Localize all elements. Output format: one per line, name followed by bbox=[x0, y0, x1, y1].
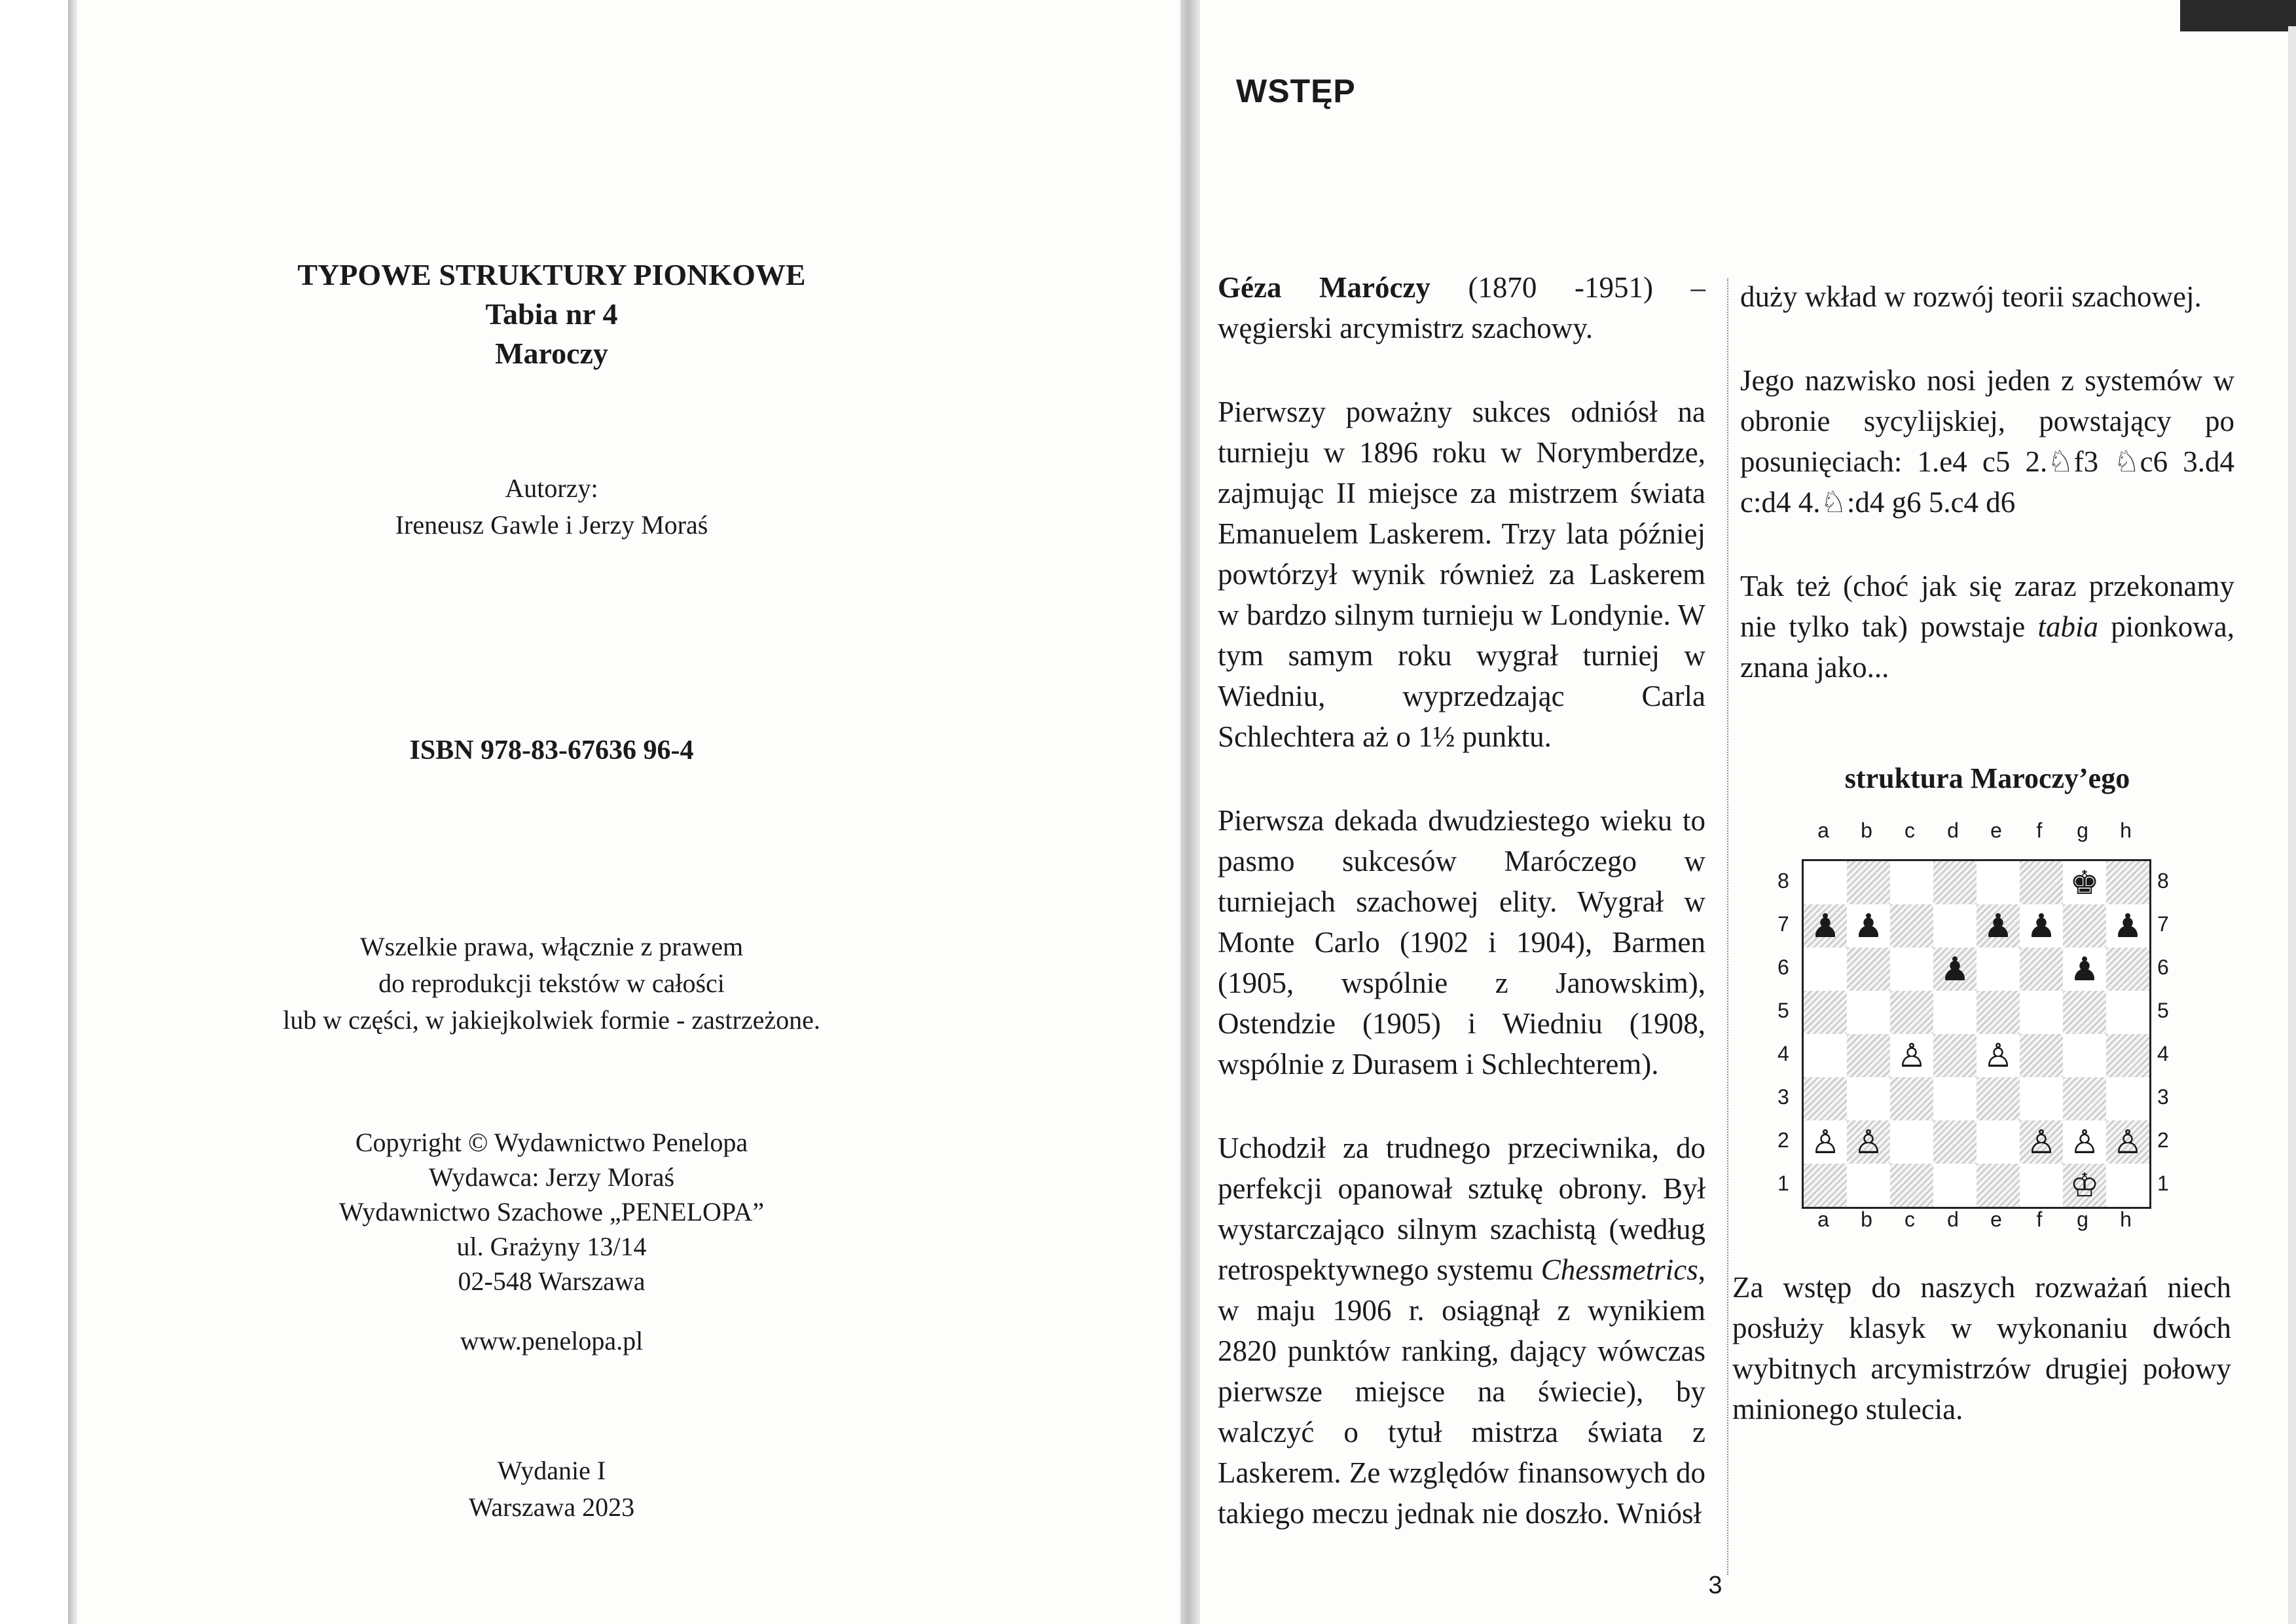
square-e8 bbox=[1977, 861, 2020, 904]
square-a3 bbox=[1804, 1077, 1847, 1120]
rank-label: 4 bbox=[1777, 1041, 1789, 1065]
square-b6 bbox=[1847, 948, 1890, 991]
file-label: e bbox=[1990, 1208, 2002, 1231]
italic-term: tabia bbox=[2037, 610, 2098, 643]
file-label: h bbox=[2120, 1208, 2132, 1231]
paragraph-text: Tak też (choć jak się zaraz przekonamy nie tylko tak) powstaje bbox=[1740, 570, 2234, 643]
edition-line: Wydanie I bbox=[497, 1456, 606, 1485]
square-e3 bbox=[1977, 1077, 2020, 1120]
square-g3 bbox=[2063, 1077, 2106, 1120]
file-label: d bbox=[1947, 1208, 1959, 1231]
file-label: f bbox=[2036, 819, 2043, 842]
book-gutter bbox=[1180, 0, 1200, 1624]
square-e6 bbox=[1977, 948, 2020, 991]
chess-piece: ♙ bbox=[1897, 1037, 1927, 1075]
square-h8 bbox=[2106, 861, 2149, 904]
title-line: TYPOWE STRUKTURY PIONKOWE bbox=[297, 258, 806, 291]
square-d1 bbox=[1933, 1164, 1977, 1207]
paragraph bbox=[1740, 566, 2234, 688]
square-e7 bbox=[1977, 904, 2020, 948]
square-h3 bbox=[2106, 1077, 2149, 1120]
square-b8 bbox=[1847, 861, 1890, 904]
file-label: g bbox=[2077, 1208, 2088, 1231]
square-f6 bbox=[2020, 948, 2063, 991]
title-line: Maroczy bbox=[495, 337, 608, 370]
square-f8 bbox=[2020, 861, 2063, 904]
authors-block bbox=[0, 470, 1103, 544]
rights-notice bbox=[0, 929, 1103, 1039]
square-b2 bbox=[1847, 1120, 1890, 1164]
rank-labels-left bbox=[1777, 859, 1789, 1205]
scan-edge-right bbox=[2288, 26, 2296, 1624]
square-d2 bbox=[1933, 1120, 1977, 1164]
player-name: Géza Maróczy bbox=[1218, 271, 1430, 304]
paragraph-text: (1870 -1951) – węgierski arcymistrz szachowy. bbox=[1218, 271, 1705, 344]
rights-line: Wszelkie prawa, włącznie z prawem bbox=[359, 932, 744, 961]
chess-piece: ♔ bbox=[2069, 1166, 2100, 1204]
rank-labels-right bbox=[2157, 859, 2169, 1205]
paragraph: Za wstęp do naszych rozważań niech posłuży klasyk w wykonaniu dwóch wybitnych arcymistrzów drugiej połowy minionego stulecia. bbox=[1732, 1271, 2231, 1426]
paragraph: Pierwszy poważny sukces odniósł na turnieju w 1896 roku w Norymberdze, zajmując II miejsce za mistrzem świata Emanuelem Laskerem. Trzy lata później powtórzył wynik również za Laskerem w bardzo silnym turnieju w Londynie. W tym samym roku wygrał turniej w Wiedniu, wyprzedzając Carla Schlechtera aż o 1½ punktu. bbox=[1218, 396, 1705, 753]
square-g2 bbox=[2063, 1120, 2106, 1164]
square-c2 bbox=[1890, 1120, 1933, 1164]
square-d5 bbox=[1933, 991, 1977, 1034]
chess-piece: ♙ bbox=[1853, 1123, 1884, 1161]
square-a1 bbox=[1804, 1164, 1847, 1207]
rank-label: 4 bbox=[2157, 1041, 2169, 1065]
square-d3 bbox=[1933, 1077, 1977, 1120]
isbn: ISBN 978-83-67636 96-4 bbox=[409, 735, 694, 766]
file-label: g bbox=[2077, 819, 2088, 842]
square-f3 bbox=[2020, 1077, 2063, 1120]
chess-piece: ♙ bbox=[1983, 1037, 2013, 1075]
paragraph-text: Uchodził za trudnego przeciwnika, do perfekcji opanował sztukę obrony. Był wystarczająco silnym szachistą (według retrospektywnego systemu bbox=[1218, 1132, 1705, 1286]
chess-piece: ♙ bbox=[2113, 1123, 2143, 1161]
square-a2 bbox=[1804, 1120, 1847, 1164]
square-c3 bbox=[1890, 1077, 1933, 1120]
chess-piece: ♙ bbox=[1810, 1123, 1840, 1161]
square-e1 bbox=[1977, 1164, 2020, 1207]
square-f2 bbox=[2020, 1120, 2063, 1164]
edition-place-year: Warszawa 2023 bbox=[468, 1492, 635, 1522]
rank-label: 2 bbox=[1777, 1128, 1789, 1152]
square-h6 bbox=[2106, 948, 2149, 991]
file-label: b bbox=[1861, 1208, 1872, 1231]
rank-label: 5 bbox=[2157, 998, 2169, 1022]
rank-label: 1 bbox=[1777, 1171, 1789, 1195]
square-g5 bbox=[2063, 991, 2106, 1034]
square-g7 bbox=[2063, 904, 2106, 948]
square-a4 bbox=[1804, 1034, 1847, 1077]
square-d6 bbox=[1933, 948, 1977, 991]
file-label: a bbox=[1817, 819, 1829, 842]
rank-label: 6 bbox=[2157, 955, 2169, 979]
text-column-right-bottom bbox=[1732, 1267, 2231, 1473]
square-a5 bbox=[1804, 991, 1847, 1034]
chess-board bbox=[1802, 859, 2151, 1209]
copyright-line: Copyright © Wydawnictwo Penelopa bbox=[355, 1128, 748, 1157]
title-line: Tabia nr 4 bbox=[485, 297, 618, 331]
square-d4 bbox=[1933, 1034, 1977, 1077]
square-h7 bbox=[2106, 904, 2149, 948]
chess-piece: ♟ bbox=[1810, 907, 1840, 945]
file-label: f bbox=[2036, 1208, 2043, 1231]
chess-piece: ♟ bbox=[1853, 907, 1884, 945]
square-f4 bbox=[2020, 1034, 2063, 1077]
square-f1 bbox=[2020, 1164, 2063, 1207]
paragraph bbox=[1218, 267, 1705, 348]
file-labels-bottom bbox=[1802, 1208, 2147, 1232]
square-c1 bbox=[1890, 1164, 1933, 1207]
chess-piece: ♟ bbox=[2113, 907, 2143, 945]
square-h2 bbox=[2106, 1120, 2149, 1164]
square-c6 bbox=[1890, 948, 1933, 991]
chess-piece: ♙ bbox=[2069, 1123, 2100, 1161]
square-a7 bbox=[1804, 904, 1847, 948]
square-a6 bbox=[1804, 948, 1847, 991]
square-d8 bbox=[1933, 861, 1977, 904]
scan-edge-left bbox=[0, 0, 71, 1624]
paragraph: Pierwsza dekada dwudziestego wieku to pasmo sukcesów Maróczego w turniejach szachowej elity. Wygrał w Monte Carlo (1902 i 1904), Barmen (1905, wspólnie z Janowskim), Ostendzie (1905) i Wiedniu (1908, wspólnie z Durasem i Schlechterem). bbox=[1218, 804, 1705, 1080]
file-label: h bbox=[2120, 819, 2132, 842]
chess-piece: ♟ bbox=[1983, 907, 2013, 945]
file-label: c bbox=[1904, 819, 1915, 842]
square-c8 bbox=[1890, 861, 1933, 904]
file-label: d bbox=[1947, 819, 1959, 842]
paragraph-text: pionkowa, znana jako... bbox=[1740, 610, 2234, 684]
diagram-title: struktura Maroczy’ego bbox=[1844, 762, 2130, 794]
publisher-line: Wydawca: Jerzy Moraś bbox=[428, 1162, 675, 1192]
authors-names: Ireneusz Gawle i Jerzy Moraś bbox=[395, 510, 708, 540]
chapter-header: WSTĘP bbox=[1236, 73, 1356, 109]
square-h1 bbox=[2106, 1164, 2149, 1207]
paragraph: Jego nazwisko nosi jeden z systemów w obronie sycylijskiej, powstający po posunięciach: 1.e4 c5 2.♘f3 ♘c6 3.d4 c:d4 4.♘:d4 g6 5.c4 d6 bbox=[1740, 364, 2234, 519]
publisher-name: Wydawnictwo Szachowe „PENELOPA” bbox=[338, 1197, 765, 1227]
address-street: ul. Grażyny 13/14 bbox=[456, 1232, 647, 1261]
chess-piece: ♟ bbox=[2026, 907, 2056, 945]
rank-label: 8 bbox=[2157, 868, 2169, 893]
square-b7 bbox=[1847, 904, 1890, 948]
chess-diagram bbox=[1751, 819, 2196, 1238]
square-e2 bbox=[1977, 1120, 2020, 1164]
edition-block bbox=[0, 1452, 1103, 1526]
left-page bbox=[77, 0, 1180, 1624]
scan-top-bar bbox=[2180, 0, 2296, 31]
rank-label: 3 bbox=[2157, 1084, 2169, 1109]
italic-term: Chessmetrics bbox=[1540, 1253, 1698, 1286]
file-labels-top bbox=[1802, 819, 2147, 843]
square-e5 bbox=[1977, 991, 2020, 1034]
square-d7 bbox=[1933, 904, 1977, 948]
rank-label: 5 bbox=[1777, 998, 1789, 1022]
rights-line: lub w części, w jakiejkolwiek formie - zastrzeżone. bbox=[283, 1005, 820, 1035]
rank-label: 2 bbox=[2157, 1128, 2169, 1152]
book-title bbox=[0, 255, 1103, 373]
square-c4 bbox=[1890, 1034, 1933, 1077]
chess-piece: ♟ bbox=[1940, 950, 1970, 988]
square-b5 bbox=[1847, 991, 1890, 1034]
square-f7 bbox=[2020, 904, 2063, 948]
address-city: 02-548 Warszawa bbox=[458, 1266, 646, 1296]
rank-label: 8 bbox=[1777, 868, 1789, 893]
square-g1 bbox=[2063, 1164, 2106, 1207]
square-b3 bbox=[1847, 1077, 1890, 1120]
authors-label: Autorzy: bbox=[505, 473, 598, 503]
rights-line: do reprodukcji tekstów w całości bbox=[378, 969, 725, 998]
chess-piece: ♟ bbox=[2069, 950, 2100, 988]
square-g8 bbox=[2063, 861, 2106, 904]
square-b4 bbox=[1847, 1034, 1890, 1077]
page-number: 3 bbox=[1708, 1572, 1722, 1599]
square-h4 bbox=[2106, 1034, 2149, 1077]
rank-label: 7 bbox=[1777, 912, 1789, 936]
square-e4 bbox=[1977, 1034, 2020, 1077]
rank-label: 6 bbox=[1777, 955, 1789, 979]
rank-label: 7 bbox=[2157, 912, 2169, 936]
chess-piece: ♙ bbox=[2026, 1123, 2056, 1161]
paragraph-text: , w maju 1906 r. osiągnął z wynikiem 2820 punktów ranking, dający wówczas pierwsze miejsce na świecie), by walczyć o tytuł mistrza świata z Laskerem. Ze względów finansowych do takiego meczu jednak nie doszło. Wniósł bbox=[1218, 1253, 1705, 1530]
file-label: b bbox=[1861, 819, 1872, 842]
chess-piece: ♚ bbox=[2069, 864, 2100, 902]
file-label: c bbox=[1904, 1208, 1915, 1231]
website: www.penelopa.pl bbox=[460, 1326, 644, 1356]
copyright-block bbox=[0, 1125, 1103, 1299]
scan-shadow bbox=[68, 0, 77, 1624]
paragraph: duży wkład w rozwój teorii szachowej. bbox=[1740, 280, 2202, 313]
paragraph bbox=[1218, 1128, 1705, 1534]
square-b1 bbox=[1847, 1164, 1890, 1207]
square-g6 bbox=[2063, 948, 2106, 991]
square-a8 bbox=[1804, 861, 1847, 904]
text-column-left bbox=[1218, 267, 1705, 1577]
rank-label: 1 bbox=[2157, 1171, 2169, 1195]
column-divider bbox=[1727, 278, 1728, 1575]
square-c5 bbox=[1890, 991, 1933, 1034]
file-label: e bbox=[1990, 819, 2002, 842]
square-f5 bbox=[2020, 991, 2063, 1034]
text-column-right bbox=[1740, 276, 2234, 731]
square-c7 bbox=[1890, 904, 1933, 948]
square-g4 bbox=[2063, 1034, 2106, 1077]
rank-label: 3 bbox=[1777, 1084, 1789, 1109]
square-h5 bbox=[2106, 991, 2149, 1034]
file-label: a bbox=[1817, 1208, 1829, 1231]
